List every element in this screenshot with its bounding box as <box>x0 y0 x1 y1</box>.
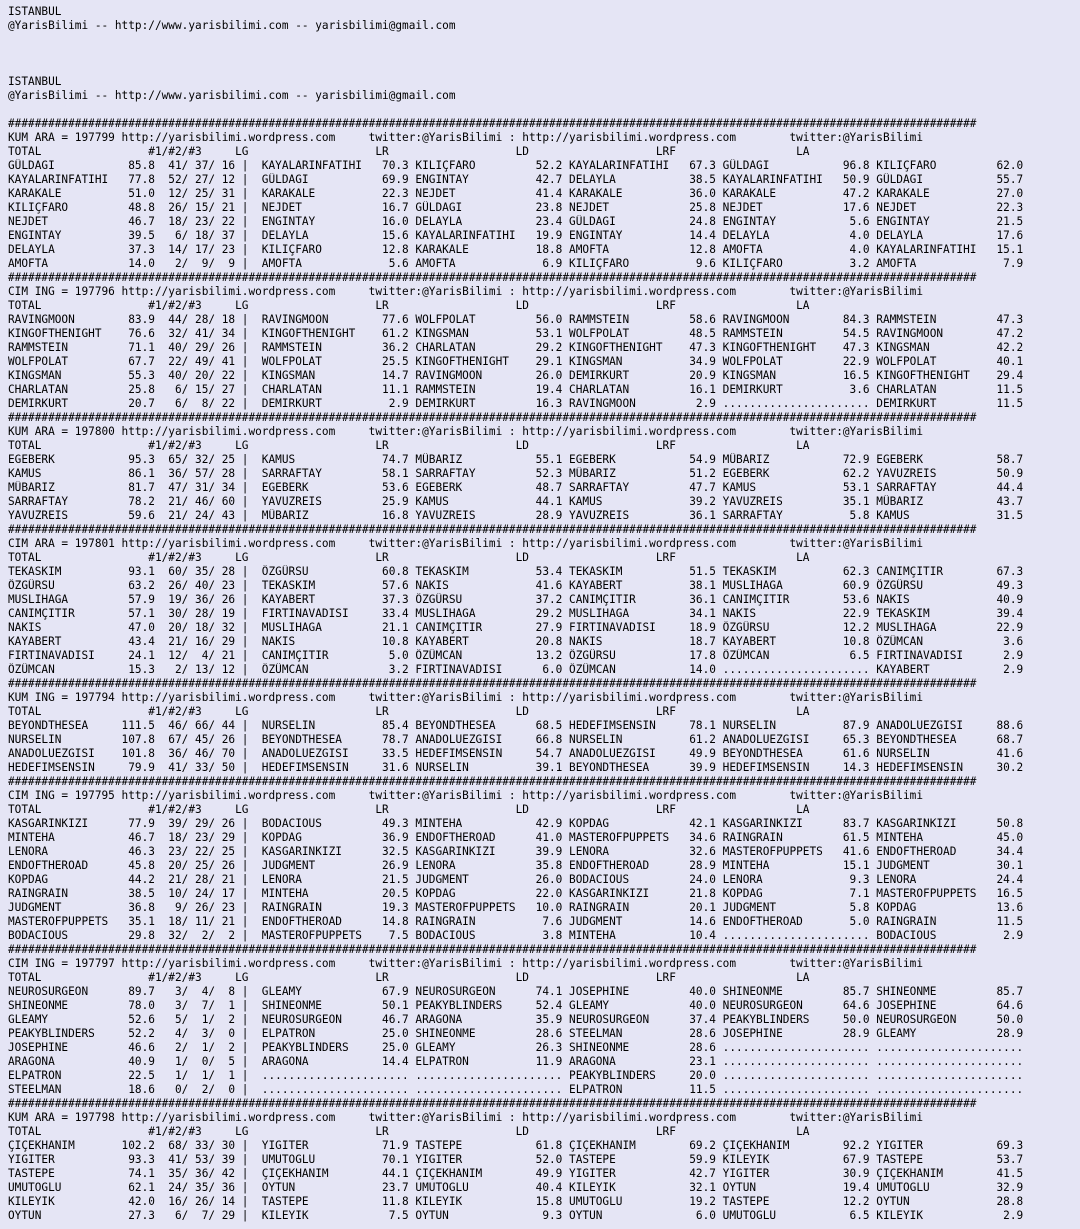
text-line: ################################################################################################################################################# <box>8 117 977 130</box>
text-line: CIM ING = 197796 http://yarisbilimi.wordpress.com twitter:@YarisBilimi : http://yarisbilimi.wordpress.com twitter:@YarisBilimi <box>8 285 924 298</box>
text-line <box>8 33 1080 47</box>
text-line: ENDOFTHEROAD 45.8 20/ 25/ 26 | JUDGMENT 26.9 LENORA 35.8 ENDOFTHEROAD 28.9 MINTEHA 15.1 JUDGMENT 30.1 <box>8 859 1024 872</box>
text-line: GÜLDAGI 85.8 41/ 37/ 16 | KAYALARINFATIHI 70.3 KILIÇFARO 52.2 KAYALARINFATIHI 67.3 GÜLDAGI 96.8 KILIÇFARO 62.0 <box>8 159 1024 172</box>
text-line: TOTAL #1/#2/#3 LG LR LD LRF LA <box>8 705 810 718</box>
text-line <box>8 103 1080 117</box>
text-line: MINTEHA 46.7 18/ 23/ 29 | KOPDAG 36.9 ENDOFTHEROAD 41.0 MASTEROFPUPPETS 34.6 RAINGRAIN 61.5 MINTEHA 45.0 <box>8 831 1024 844</box>
text-line: CHARLATAN 25.8 6/ 15/ 27 | CHARLATAN 11.1 RAMMSTEIN 19.4 CHARLATAN 16.1 DEMIRKURT 3.6 CHARLATAN 11.5 <box>8 383 1024 396</box>
text-line: TOTAL #1/#2/#3 LG LR LD LRF LA <box>8 803 810 816</box>
text-line: EGEBERK 95.3 65/ 32/ 25 | KAMUS 74.7 MÜBARIZ 55.1 EGEBERK 54.9 MÜBARIZ 72.9 EGEBERK 58.7 <box>8 453 1024 466</box>
text-line: ELPATRON 22.5 1/ 1/ 1 | ...................... ...................... PEAKYBLINDERS 20.0 ...................... ...................... <box>8 1069 1024 1082</box>
text-line: RAMMSTEIN 71.1 40/ 29/ 26 | RAMMSTEIN 36.2 CHARLATAN 29.2 KINGOFTHENIGHT 47.3 KINGOFTHENIGHT 47.3 KINGSMAN 42.2 <box>8 341 1024 354</box>
text-line: FIRTINAVADISI 24.1 12/ 4/ 21 | CANIMÇITIR 5.0 ÖZÜMCAN 13.2 ÖZGÜRSU 17.8 ÖZÜMCAN 6.5 FIRTINAVADISI 2.9 <box>8 649 1024 662</box>
text-line: ISTANBUL <box>8 5 62 18</box>
text-line: KAYALARINFATIHI 77.8 52/ 27/ 12 | GÜLDAGI 69.9 ENGINTAY 42.7 DELAYLA 38.5 KAYALARINFATIHI 50.9 GÜLDAGI 55.7 <box>8 173 1024 186</box>
text-line: SARRAFTAY 78.2 21/ 46/ 60 | YAVUZREIS 25.9 KAMUS 44.1 KAMUS 39.2 YAVUZREIS 35.1 MÜBARIZ 43.7 <box>8 495 1024 508</box>
text-line: ISTANBUL <box>8 75 62 88</box>
text-line: SHINEONME 78.0 3/ 7/ 1 | SHINEONME 50.1 PEAKYBLINDERS 52.4 GLEAMY 40.0 NEUROSURGEON 64.6 JOSEPHINE 64.6 <box>8 999 1024 1012</box>
text-line: ################################################################################################################################################# <box>8 271 977 284</box>
text-line: UMUTOGLU 62.1 24/ 35/ 36 | OYTUN 23.7 UMUTOGLU 40.4 KILEYIK 32.1 OYTUN 19.4 UMUTOGLU 32.9 <box>8 1181 1024 1194</box>
text-line: TOTAL #1/#2/#3 LG LR LD LRF LA <box>8 439 810 452</box>
text-line: KAYABERT 43.4 21/ 16/ 29 | NAKIS 10.8 KAYABERT 20.8 NAKIS 18.7 KAYABERT 10.8 ÖZÜMCAN 3.6 <box>8 635 1024 648</box>
text-line: JUDGMENT 36.8 9/ 26/ 23 | RAINGRAIN 19.3 MASTEROFPUPPETS 10.0 RAINGRAIN 20.1 JUDGMENT 5.8 KOPDAG 13.6 <box>8 901 1024 914</box>
text-line: TASTEPE 74.1 35/ 36/ 42 | ÇIÇEKHANIM 44.1 ÇIÇEKHANIM 49.9 YIGITER 42.7 YIGITER 30.9 ÇIÇEKHANIM 41.5 <box>8 1167 1024 1180</box>
text-line: NAKIS 47.0 20/ 18/ 32 | MUSLIHAGA 21.1 CANIMÇITIR 27.9 FIRTINAVADISI 18.9 ÖZGÜRSU 12.2 MUSLIHAGA 22.9 <box>8 621 1024 634</box>
text-line: NEJDET 46.7 18/ 23/ 22 | ENGINTAY 16.0 DELAYLA 23.4 GÜLDAGI 24.8 ENGINTAY 5.6 ENGINTAY 21.5 <box>8 215 1024 228</box>
text-line: ANADOLUEZGISI 101.8 36/ 46/ 70 | ANADOLUEZGISI 33.5 HEDEFIMSENSIN 54.7 ANADOLUEZGISI 49.9 BEYONDTHESEA 61.6 NURSELIN 41.6 <box>8 747 1024 760</box>
text-line: OYTUN 27.3 6/ 7/ 29 | KILEYIK 7.5 OYTUN 9.3 OYTUN 6.0 UMUTOGLU 6.5 KILEYIK 2.9 <box>8 1209 1024 1222</box>
text-line: MÜBARIZ 81.7 47/ 31/ 34 | EGEBERK 53.6 EGEBERK 48.7 SARRAFTAY 47.7 KAMUS 53.1 SARRAFTAY 44.4 <box>8 481 1024 494</box>
text-line: TOTAL #1/#2/#3 LG LR LD LRF LA <box>8 551 810 564</box>
text-line: KUM ING = 197794 http://yarisbilimi.wordpress.com twitter:@YarisBilimi : http://yarisbilimi.wordpress.com twitter:@YarisBilimi <box>8 691 924 704</box>
text-line: TOTAL #1/#2/#3 LG LR LD LRF LA <box>8 145 810 158</box>
text-line: ################################################################################################################################################# <box>8 523 977 536</box>
text-line: TOTAL #1/#2/#3 LG LR LD LRF LA <box>8 299 810 312</box>
text-line: STEELMAN 18.6 0/ 2/ 0 | ...................... ...................... ELPATRON 11.5 ...................... ...................... <box>8 1083 1024 1096</box>
text-line: ################################################################################################################################################# <box>8 1097 977 1110</box>
text-line: KUM ARA = 197800 http://yarisbilimi.wordpress.com twitter:@YarisBilimi : http://yarisbilimi.wordpress.com twitter:@YarisBilimi <box>8 425 924 438</box>
text-line: YAVUZREIS 59.6 21/ 24/ 43 | MÜBARIZ 16.8 YAVUZREIS 28.9 YAVUZREIS 36.1 SARRAFTAY 5.8 KAMUS 31.5 <box>8 509 1024 522</box>
text-line: DELAYLA 37.3 14/ 17/ 23 | KILIÇFARO 12.8 KARAKALE 18.8 AMOFTA 12.8 AMOFTA 4.0 KAYALARINFATIHI 15.1 <box>8 243 1024 256</box>
text-line: ARAGONA 40.9 1/ 0/ 5 | ARAGONA 14.4 ELPATRON 11.9 ARAGONA 23.1 ...................... ...................... <box>8 1055 1024 1068</box>
text-line: PEAKYBLINDERS 52.2 4/ 3/ 0 | ELPATRON 25.0 SHINEONME 28.6 STEELMAN 28.6 JOSEPHINE 28.9 GLEAMY 28.9 <box>8 1027 1024 1040</box>
text-line: GLEAMY 52.6 5/ 1/ 2 | NEUROSURGEON 46.7 ARAGONA 35.9 NEUROSURGEON 37.4 PEAKYBLINDERS 50.0 NEUROSURGEON 50.0 <box>8 1013 1024 1026</box>
text-line: DEMIRKURT 20.7 6/ 8/ 22 | DEMIRKURT 2.9 DEMIRKURT 16.3 RAVINGMOON 2.9 ...................... DEMIRKURT 11.5 <box>8 397 1024 410</box>
text-line: ################################################################################################################################################# <box>8 943 977 956</box>
text-line: ################################################################################################################################################# <box>8 677 977 690</box>
text-line: RAINGRAIN 38.5 10/ 24/ 17 | MINTEHA 20.5 KOPDAG 22.0 KASGARINKIZI 21.8 KOPDAG 7.1 MASTEROFPUPPETS 16.5 <box>8 887 1024 900</box>
text-line: KINGSMAN 55.3 40/ 20/ 22 | KINGSMAN 14.7 RAVINGMOON 26.0 DEMIRKURT 20.9 KINGSMAN 16.5 KINGOFTHENIGHT 29.4 <box>8 369 1024 382</box>
text-line: LENORA 46.3 23/ 22/ 25 | KASGARINKIZI 32.5 KASGARINKIZI 39.9 LENORA 32.6 MASTEROFPUPPETS 41.6 ENDOFTHEROAD 34.4 <box>8 845 1024 858</box>
text-line <box>8 47 1080 61</box>
text-line: KILEYIK 42.0 16/ 26/ 14 | TASTEPE 11.8 KILEYIK 15.8 UMUTOGLU 19.2 TASTEPE 12.2 OYTUN 28.8 <box>8 1195 1024 1208</box>
text-line: ENGINTAY 39.5 6/ 18/ 37 | DELAYLA 15.6 KAYALARINFATIHI 19.9 ENGINTAY 14.4 DELAYLA 4.0 DELAYLA 17.6 <box>8 229 1024 242</box>
text-line: TEKASKIM 93.1 60/ 35/ 28 | ÖZGÜRSU 60.8 TEKASKIM 53.4 TEKASKIM 51.5 TEKASKIM 62.3 CANIMÇITIR 67.3 <box>8 565 1024 578</box>
text-line: KUM ARA = 197799 http://yarisbilimi.wordpress.com twitter:@YarisBilimi : http://yarisbilimi.wordpress.com twitter:@YarisBilimi <box>8 131 924 144</box>
text-line: HEDEFIMSENSIN 79.9 41/ 33/ 50 | HEDEFIMSENSIN 31.6 NURSELIN 39.1 BEYONDTHESEA 39.9 HEDEFIMSENSIN 14.3 HEDEFIMSENSIN 30.2 <box>8 761 1024 774</box>
text-line <box>8 61 1080 75</box>
text-line: @YarisBilimi -- http://www.yarisbilimi.com -- yarisbilimi@gmail.com <box>8 89 456 102</box>
text-line: JOSEPHINE 46.6 2/ 1/ 2 | PEAKYBLINDERS 25.0 GLEAMY 26.3 SHINEONME 28.6 ...................... ...................... <box>8 1041 1024 1054</box>
text-line: YIGITER 93.3 41/ 53/ 39 | UMUTOGLU 70.1 YIGITER 52.0 TASTEPE 59.9 KILEYIK 67.9 TASTEPE 53.7 <box>8 1153 1024 1166</box>
text-line: ################################################################################################################################################# <box>8 411 977 424</box>
text-line: MUSLIHAGA 57.9 19/ 36/ 26 | KAYABERT 37.3 ÖZGÜRSU 37.2 CANIMÇITIR 36.1 CANIMÇITIR 53.6 NAKIS 40.9 <box>8 593 1024 606</box>
text-line: TOTAL #1/#2/#3 LG LR LD LRF LA <box>8 1125 810 1138</box>
text-line: KUM ARA = 197798 http://yarisbilimi.wordpress.com twitter:@YarisBilimi : http://yarisbilimi.wordpress.com twitter:@YarisBilimi <box>8 1111 924 1124</box>
text-line: ################################################################################################################################################# <box>8 775 977 788</box>
text-line: CIM ING = 197795 http://yarisbilimi.wordpress.com twitter:@YarisBilimi : http://yarisbilimi.wordpress.com twitter:@YarisBilimi <box>8 789 924 802</box>
text-line: WOLFPOLAT 67.7 22/ 49/ 41 | WOLFPOLAT 25.5 KINGOFTHENIGHT 29.1 KINGSMAN 34.9 WOLFPOLAT 22.9 WOLFPOLAT 40.1 <box>8 355 1024 368</box>
text-line: KINGOFTHENIGHT 76.6 32/ 41/ 34 | KINGOFTHENIGHT 61.2 KINGSMAN 53.1 WOLFPOLAT 48.5 RAMMSTEIN 54.5 RAVINGMOON 47.2 <box>8 327 1024 340</box>
text-line: AMOFTA 14.0 2/ 9/ 9 | AMOFTA 5.6 AMOFTA 6.9 KILIÇFARO 9.6 KILIÇFARO 3.2 AMOFTA 7.9 <box>8 257 1024 270</box>
text-line: RAVINGMOON 83.9 44/ 28/ 18 | RAVINGMOON 77.6 WOLFPOLAT 56.0 RAMMSTEIN 58.6 RAVINGMOON 84.3 RAMMSTEIN 47.3 <box>8 313 1024 326</box>
text-line: BEYONDTHESEA 111.5 46/ 66/ 44 | NURSELIN 85.4 BEYONDTHESEA 68.5 HEDEFIMSENSIN 78.1 NURSELIN 87.9 ANADOLUEZGISI 88.6 <box>8 719 1024 732</box>
text-line: MASTEROFPUPPETS 35.1 18/ 11/ 21 | ENDOFTHEROAD 14.8 RAINGRAIN 7.6 JUDGMENT 14.6 ENDOFTHEROAD 5.0 RAINGRAIN 11.5 <box>8 915 1024 928</box>
text-line: TOTAL #1/#2/#3 LG LR LD LRF LA <box>8 971 810 984</box>
text-line: NEUROSURGEON 89.7 3/ 4/ 8 | GLEAMY 67.9 NEUROSURGEON 74.1 JOSEPHINE 40.0 SHINEONME 85.7 SHINEONME 85.7 <box>8 985 1024 998</box>
text-line: CIM ARA = 197801 http://yarisbilimi.wordpress.com twitter:@YarisBilimi : http://yarisbilimi.wordpress.com twitter:@YarisBilimi <box>8 537 924 550</box>
text-line: ÇIÇEKHANIM 102.2 68/ 33/ 30 | YIGITER 71.9 TASTEPE 61.8 ÇIÇEKHANIM 69.2 ÇIÇEKHANIM 92.2 YIGITER 69.3 <box>8 1139 1024 1152</box>
text-line: KILIÇFARO 48.8 26/ 15/ 21 | NEJDET 16.7 GÜLDAGI 23.8 NEJDET 25.8 NEJDET 17.6 NEJDET 22.3 <box>8 201 1024 214</box>
text-line: NURSELIN 107.8 67/ 45/ 26 | BEYONDTHESEA 78.7 ANADOLUEZGISI 66.8 NURSELIN 61.2 ANADOLUEZGISI 65.3 BEYONDTHESEA 68.7 <box>8 733 1024 746</box>
text-line: KOPDAG 44.2 21/ 28/ 21 | LENORA 21.5 JUDGMENT 26.0 BODACIOUS 24.0 LENORA 9.3 LENORA 24.4 <box>8 873 1024 886</box>
text-line: CANIMÇITIR 57.1 30/ 28/ 19 | FIRTINAVADISI 33.4 MUSLIHAGA 29.2 MUSLIHAGA 34.1 NAKIS 22.9 TEKASKIM 39.4 <box>8 607 1024 620</box>
text-line: BODACIOUS 29.8 32/ 2/ 2 | MASTEROFPUPPETS 7.5 BODACIOUS 3.8 MINTEHA 10.4 ...................... BODACIOUS 2.9 <box>8 929 1024 942</box>
text-line: KAMUS 86.1 36/ 57/ 28 | SARRAFTAY 58.1 SARRAFTAY 52.3 MÜBARIZ 51.2 EGEBERK 62.2 YAVUZREIS 50.9 <box>8 467 1024 480</box>
text-line: @YarisBilimi -- http://www.yarisbilimi.com -- yarisbilimi@gmail.com <box>8 19 456 32</box>
text-line: KARAKALE 51.0 12/ 25/ 31 | KARAKALE 22.3 NEJDET 41.4 KARAKALE 36.0 KARAKALE 47.2 KARAKALE 27.0 <box>8 187 1024 200</box>
text-line: CIM ING = 197797 http://yarisbilimi.wordpress.com twitter:@YarisBilimi : http://yarisbilimi.wordpress.com twitter:@YarisBilimi <box>8 957 924 970</box>
text-line: KASGARINKIZI 77.9 39/ 29/ 26 | BODACIOUS 49.3 MINTEHA 42.9 KOPDAG 42.1 KASGARINKIZI 83.7 KASGARINKIZI 50.8 <box>8 817 1024 830</box>
text-line: ÖZÜMCAN 15.3 2/ 13/ 12 | ÖZÜMCAN 3.2 FIRTINAVADISI 6.0 ÖZÜMCAN 14.0 ...................... KAYABERT 2.9 <box>8 663 1024 676</box>
text-line: ÖZGÜRSU 63.2 26/ 40/ 23 | TEKASKIM 57.6 NAKIS 41.6 KAYABERT 38.1 MUSLIHAGA 60.9 ÖZGÜRSU 49.3 <box>8 579 1024 592</box>
